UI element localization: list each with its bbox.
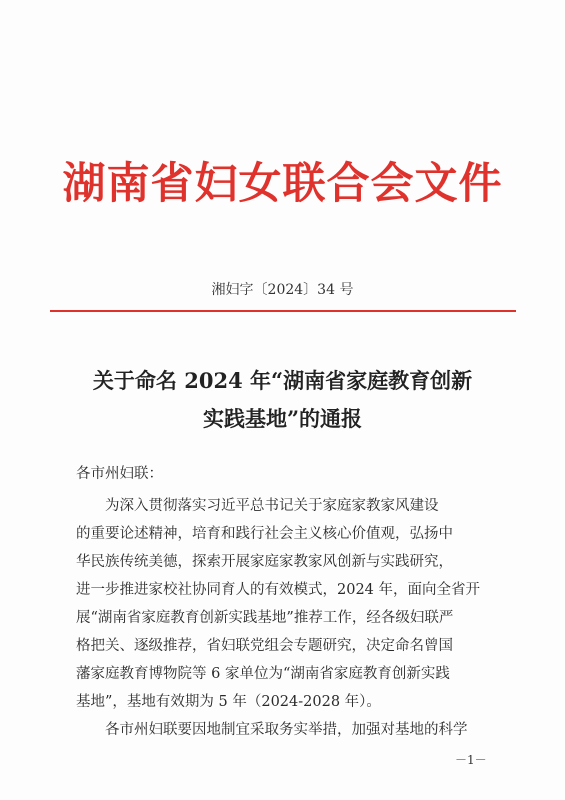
paragraph-1 xyxy=(76,492,501,716)
document-title-line-1: 关于命名 2024 年“湖南省家庭教育创新 xyxy=(92,368,473,393)
body-line: 各市州妇联要因地制宜采取务实举措，加强对基地的科学 xyxy=(76,722,468,738)
document-number: 湘妇字〔2024〕34 号 xyxy=(211,282,354,298)
document-title-line-2: 实践基地”的通报 xyxy=(202,406,363,431)
body-text xyxy=(76,492,501,744)
body-line: 进一步推进家校社协同育人的有效模式，2024 年，面向全省开 xyxy=(76,582,481,598)
body-line: 华民族传统美德，探索开展家庭家教家风创新与实践研究， xyxy=(76,554,453,570)
document-title xyxy=(0,362,565,438)
paragraph-2 xyxy=(76,716,501,744)
body-line: 格把关、逐级推荐，省妇联党组会专题研究，决定命名曾国 xyxy=(76,638,453,654)
body-line: 为深入贯彻落实习近平总书记关于家庭家教家风建设 xyxy=(76,498,439,514)
body-line: 的重要论述精神，培育和践行社会主义核心价值观，弘扬中 xyxy=(76,526,453,542)
salutation: 各市州妇联： xyxy=(76,466,163,482)
page-number: －1－ xyxy=(455,753,487,767)
body-line: 基地”，基地有效期为 5 年（2024-2028 年）。 xyxy=(76,694,381,710)
red-divider-line xyxy=(50,310,516,312)
org-header-title: 湖南省妇女联合会文件 xyxy=(62,159,503,209)
body-line: 藩家庭教育博物院等 6 家单位为“湖南省家庭教育创新实践 xyxy=(76,666,450,682)
body-line: 展“湖南省家庭教育创新实践基地”推荐工作，经各级妇联严 xyxy=(76,610,454,626)
